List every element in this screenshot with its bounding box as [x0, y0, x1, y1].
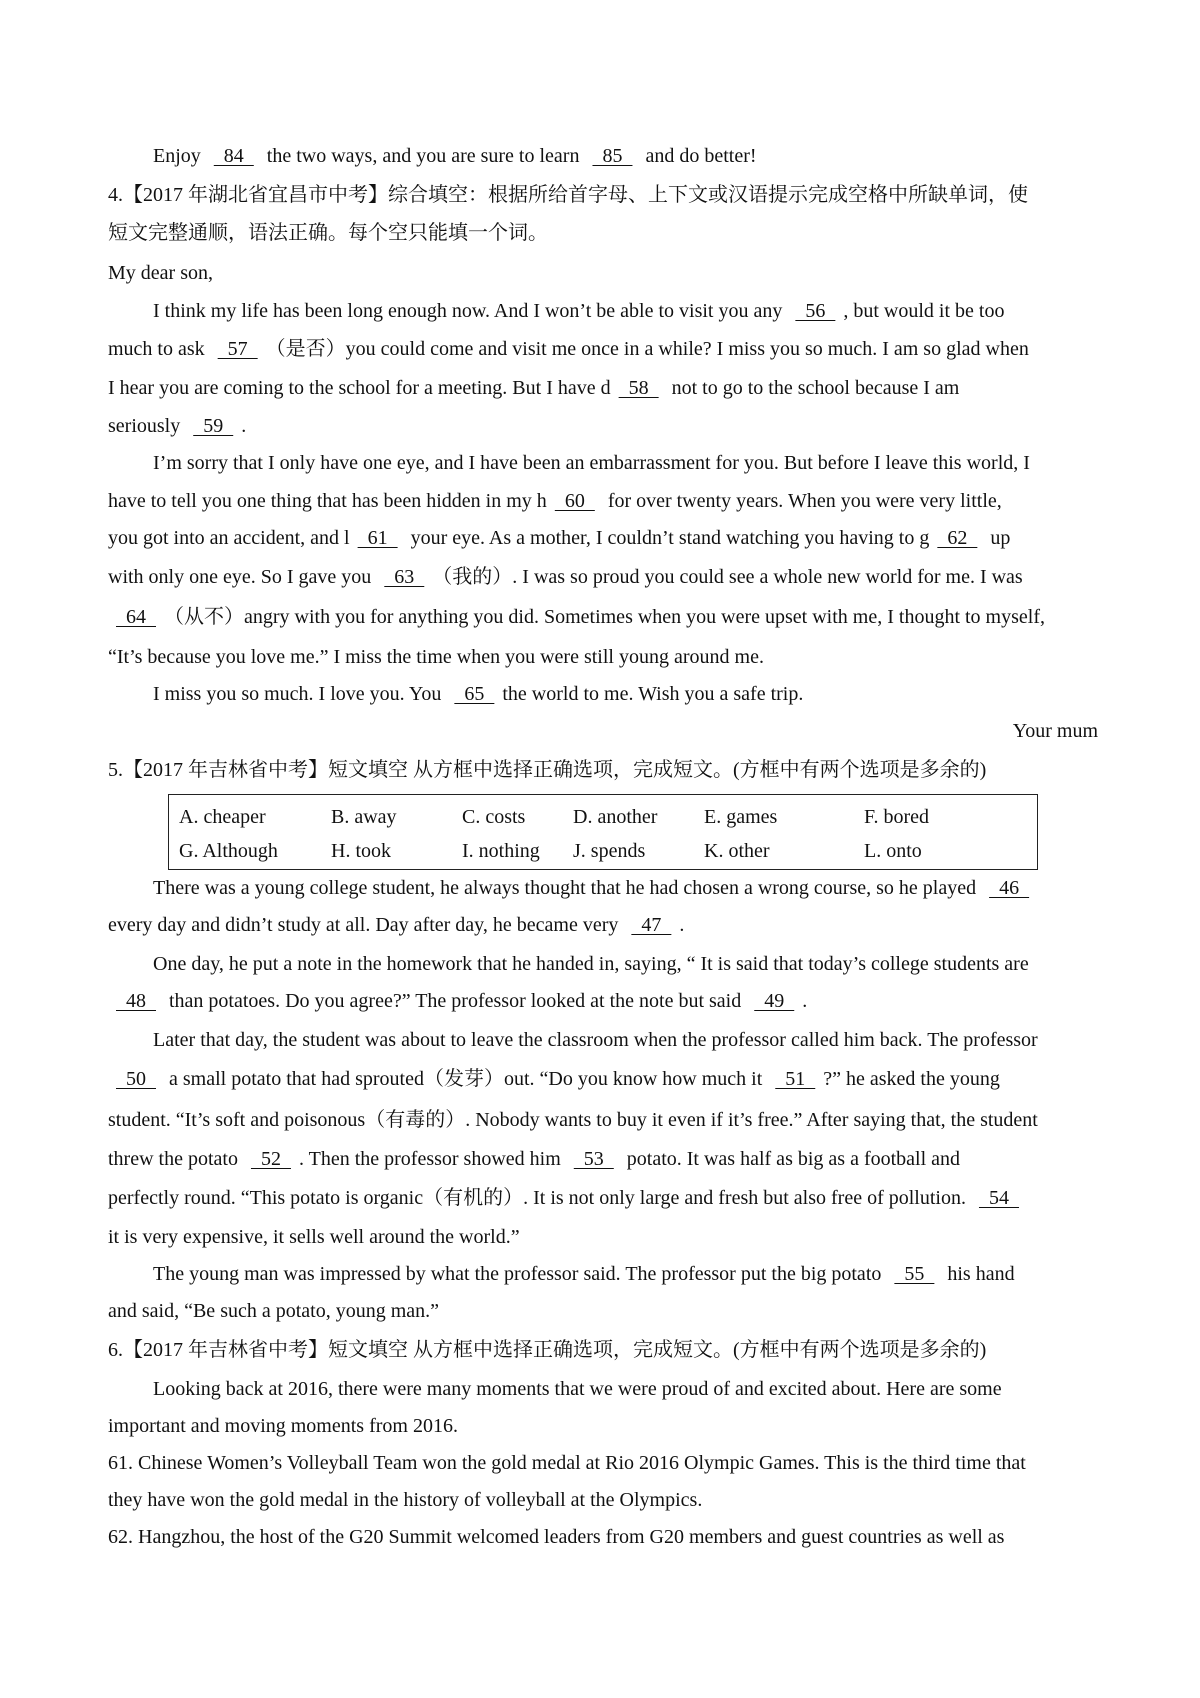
text-line: [108, 563, 1098, 591]
text-segment: and said, “Be such a potato, young man.”: [108, 1300, 440, 1322]
text-segment: student. “It’s soft and poisonous（有毒的）. Nobody wants to buy it even if it’s free.” After saying that, the student: [108, 1109, 1038, 1131]
text-line: [108, 1486, 1098, 1514]
text-line: [153, 874, 1098, 902]
text-segment: the two ways, and you are sure to learn: [261, 145, 585, 167]
text-line: [108, 412, 1098, 440]
blank-number: 47: [631, 914, 672, 936]
text-line: [153, 449, 1098, 477]
option-item: F. bored: [864, 806, 930, 828]
text-segment: . Then the professor showed him: [298, 1148, 566, 1170]
blank-number: 55: [894, 1263, 935, 1285]
option-item: G. Although: [179, 840, 278, 862]
text-line: [108, 1523, 1098, 1551]
text-line: [108, 603, 1098, 631]
text-line: [108, 1336, 1098, 1364]
text-segment: they have won the gold medal in the history of volleyball at the Olympics.: [108, 1489, 703, 1511]
text-segment: his hand: [942, 1263, 1015, 1285]
blank-number: 51: [775, 1068, 816, 1090]
blank-number: 56: [795, 300, 836, 322]
option-item: I. nothing: [462, 840, 540, 862]
text-segment: 短文完整通顺，语法正确。每个空只能填一个词。: [108, 222, 548, 244]
text-segment: it is very expensive, it sells well around the world.”: [108, 1226, 520, 1248]
text-segment: ?” he asked the young: [823, 1068, 1000, 1090]
text-line: [108, 374, 1098, 402]
text-segment: I’m sorry that I only have one eye, and I have been an embarrassment for you. But before I leave this world, I: [153, 452, 1030, 474]
text-segment: threw the potato: [108, 1148, 243, 1170]
text-segment: a small potato that had sprouted（发芽）out. “Do you know how much it: [164, 1068, 768, 1090]
blank-number: 58: [618, 377, 659, 399]
option-item: A. cheaper: [179, 806, 266, 828]
text-line: [108, 1106, 1098, 1134]
option-item: B. away: [331, 806, 397, 828]
text-line: [108, 911, 1098, 939]
text-segment: every day and didn’t study at all. Day after day, he became very: [108, 914, 624, 936]
blank-number: 54: [978, 1187, 1019, 1209]
text-line: [1013, 717, 1098, 745]
text-segment: .: [802, 990, 808, 1012]
text-segment: have to tell you one thing that has been hidden in my h: [108, 490, 547, 512]
text-line: [108, 1065, 1098, 1093]
blank-number: 49: [754, 990, 795, 1012]
text-segment: I think my life has been long enough now. And I won’t be able to visit you any: [153, 300, 788, 322]
text-line: [153, 680, 1098, 708]
text-segment: I miss you so much. I love you. You: [153, 683, 447, 705]
text-segment: Later that day, the student was about to leave the classroom when the professor called him back. The professor: [153, 1029, 1038, 1051]
text-line: [108, 643, 1098, 671]
blank-number: 60: [554, 490, 595, 512]
text-segment: （从不）angry with you for anything you did. Sometimes when you were upset with me, I thought to myself,: [164, 606, 1045, 628]
text-line: [153, 1260, 1098, 1288]
text-line: [108, 1145, 1098, 1173]
blank-number: 52: [250, 1148, 291, 1170]
text-line: [108, 524, 1098, 552]
options-box: [168, 794, 1038, 870]
text-segment: than potatoes. Do you agree?” The professor looked at the note but said: [164, 990, 747, 1012]
text-segment: Looking back at 2016, there were many moments that we were proud of and excited about. Here are some: [153, 1378, 1002, 1400]
text-segment: 6.【2017 年吉林省中考】短文填空 从方框中选择正确选项，完成短文。(方框中有两个选项是多余的): [108, 1339, 987, 1361]
text-line: [108, 181, 1098, 209]
text-line: [108, 756, 1098, 784]
text-segment: and do better!: [640, 145, 757, 167]
text-segment: 5.【2017 年吉林省中考】短文填空 从方框中选择正确选项，完成短文。(方框中有两个选项是多余的): [108, 759, 987, 781]
text-segment: The young man was impressed by what the professor said. The professor put the big potato: [153, 1263, 887, 1285]
blank-number: 59: [193, 415, 234, 437]
text-segment: potato. It was half as big as a football and: [621, 1148, 961, 1170]
text-segment: perfectly round. “This potato is organic（有机的）. It is not only large and fresh but also free of pollution.: [108, 1187, 971, 1209]
text-line: [153, 297, 1098, 325]
blank-number: 46: [989, 877, 1030, 899]
text-segment: （是否）you could come and visit me once in a while? I miss you so much. I am so glad when: [265, 338, 1029, 360]
text-segment: your eye. As a mother, I couldn’t stand watching you having to g: [405, 527, 930, 549]
text-line: [153, 1026, 1098, 1054]
blank-number: 63: [384, 566, 425, 588]
text-segment: My dear son,: [108, 262, 213, 284]
blank-number: 50: [116, 1068, 156, 1090]
text-line: [108, 487, 1098, 515]
blank-number: 64: [116, 606, 156, 628]
text-segment: 4.【2017 年湖北省宜昌市中考】综合填空：根据所给首字母、上下文或汉语提示完成空格中所缺单词，使: [108, 184, 1028, 206]
text-line: [108, 1223, 1098, 1251]
text-line: [108, 219, 1098, 247]
text-line: [153, 950, 1098, 978]
option-item: K. other: [704, 840, 770, 862]
option-item: D. another: [573, 806, 658, 828]
text-segment: much to ask: [108, 338, 210, 360]
text-segment: not to go to the school because I am: [666, 377, 960, 399]
text-segment: .: [679, 914, 685, 936]
text-segment: Enjoy: [153, 145, 206, 167]
blank-number: 84: [213, 145, 254, 167]
blank-number: 85: [592, 145, 633, 167]
text-line: [108, 1412, 1098, 1440]
text-segment: （我的）. I was so proud you could see a whole new world for me. I was: [432, 566, 1023, 588]
text-segment: There was a young college student, he always thought that he had chosen a wrong course, so he played: [153, 877, 982, 899]
text-segment: with only one eye. So I gave you: [108, 566, 377, 588]
text-segment: “It’s because you love me.” I miss the time when you were still young around me.: [108, 646, 764, 668]
text-line: [108, 987, 1098, 1015]
text-segment: you got into an accident, and l: [108, 527, 350, 549]
text-segment: .: [241, 415, 247, 437]
option-item: E. games: [704, 806, 778, 828]
option-item: H. took: [331, 840, 391, 862]
blank-number: 57: [217, 338, 258, 360]
text-segment: important and moving moments from 2016.: [108, 1415, 458, 1437]
text-line: [108, 259, 1098, 287]
text-segment: One day, he put a note in the homework that he handed in, saying, “ It is said that today’s college students are: [153, 953, 1029, 975]
option-item: J. spends: [573, 840, 646, 862]
blank-number: 61: [357, 527, 398, 549]
option-item: L. onto: [864, 840, 922, 862]
text-line: [153, 142, 1098, 170]
text-segment: seriously: [108, 415, 186, 437]
text-segment: up: [985, 527, 1011, 549]
text-segment: I hear you are coming to the school for a meeting. But I have d: [108, 377, 611, 399]
text-line: [108, 1449, 1098, 1477]
text-segment: Your mum: [1012, 720, 1098, 742]
text-segment: for over twenty years. When you were very little,: [602, 490, 1002, 512]
text-segment: , but would it be too: [843, 300, 1005, 322]
blank-number: 62: [937, 527, 978, 549]
blank-number: 65: [454, 683, 495, 705]
text-line: [108, 1184, 1098, 1212]
blank-number: 53: [573, 1148, 614, 1170]
text-segment: 61. Chinese Women’s Volleyball Team won the gold medal at Rio 2016 Olympic Games. This is the third time that: [108, 1452, 1026, 1474]
text-segment: 62. Hangzhou, the host of the G20 Summit welcomed leaders from G20 members and guest countries as well as: [108, 1526, 1005, 1548]
text-line: [153, 1375, 1098, 1403]
text-line: [108, 335, 1098, 363]
option-item: C. costs: [462, 806, 526, 828]
blank-number: 48: [116, 990, 156, 1012]
text-line: [108, 1297, 1098, 1325]
text-segment: the world to me. Wish you a safe trip.: [502, 683, 804, 705]
